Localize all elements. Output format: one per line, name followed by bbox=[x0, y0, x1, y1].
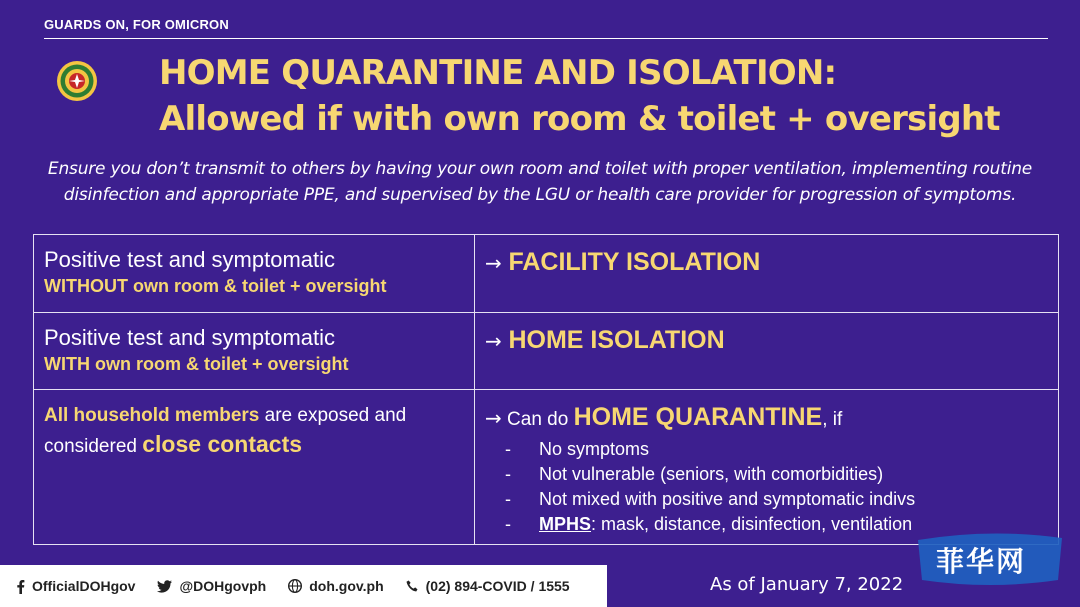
list-item: - No symptoms bbox=[505, 439, 650, 459]
table-row bbox=[34, 390, 1059, 545]
phone-icon bbox=[406, 580, 419, 593]
outcome-prefix: Can do bbox=[501, 409, 574, 430]
condition-main: Positive test and symptomatic bbox=[44, 247, 336, 272]
condition-highlight: All household members bbox=[44, 405, 260, 426]
arrow-icon: → bbox=[485, 251, 502, 275]
watermark-text: 菲华网 bbox=[936, 545, 1027, 578]
doh-seal-icon bbox=[56, 60, 98, 102]
arrow-icon: → bbox=[485, 406, 502, 430]
outcome-label: HOME QUARANTINE bbox=[573, 403, 823, 431]
arrow-icon: → bbox=[485, 329, 502, 353]
condition-main: Positive test and symptomatic bbox=[44, 325, 336, 350]
condition-highlight: close contacts bbox=[142, 431, 303, 457]
condition-list bbox=[485, 437, 1048, 537]
page-title bbox=[159, 50, 1000, 142]
outcome-cell bbox=[475, 313, 1059, 390]
condition-text: considered bbox=[44, 436, 143, 457]
twitter-handle: @DOHgovph bbox=[179, 578, 267, 594]
intro-line-2: disinfection and appropriate PPE, and supervised by the LGU or health care provider for progression of symptoms. bbox=[63, 185, 1017, 205]
twitter-icon bbox=[157, 580, 172, 593]
outcome-suffix: , if bbox=[822, 409, 843, 430]
phone-link[interactable] bbox=[406, 578, 570, 594]
title-line-1: HOME QUARANTINE AND ISOLATION: bbox=[159, 53, 837, 93]
title-line-2: Allowed if with own room & toilet + oversight bbox=[159, 99, 1000, 139]
facebook-link[interactable] bbox=[16, 578, 135, 594]
website-url: doh.gov.ph bbox=[309, 578, 384, 594]
intro-text bbox=[24, 156, 1056, 208]
facebook-handle: OfficialDOHgov bbox=[32, 578, 136, 594]
intro-line-1: Ensure you don’t transmit to others by having your own room and toilet with proper ventilation, implementing routine bbox=[47, 159, 1033, 179]
list-item: - MPHS: mask, distance, disinfection, ventilation bbox=[505, 514, 913, 534]
table-row bbox=[34, 235, 1059, 313]
facebook-icon bbox=[16, 579, 25, 594]
globe-icon bbox=[288, 579, 302, 593]
phone-number: (02) 894-COVID / 1555 bbox=[425, 578, 570, 594]
mphs-label: MPHS bbox=[539, 514, 592, 534]
condition-text: are exposed and bbox=[259, 405, 407, 426]
condition-cell bbox=[34, 235, 475, 313]
website-link[interactable] bbox=[288, 578, 383, 594]
as-of-date: As of January 7, 2022 bbox=[710, 574, 904, 595]
table-row bbox=[34, 313, 1059, 390]
outcome-label: HOME ISOLATION bbox=[508, 326, 725, 354]
condition-cell bbox=[34, 313, 475, 390]
condition-sub: WITHOUT own room & toilet + oversight bbox=[44, 276, 387, 296]
list-item: - Not vulnerable (seniors, with comorbidities) bbox=[505, 464, 884, 484]
guidance-table bbox=[33, 234, 1059, 545]
outcome-cell bbox=[475, 235, 1059, 313]
list-item: - Not mixed with positive and symptomatic indivs bbox=[505, 489, 916, 509]
header-tagline: GUARDS ON, FOR OMICRON bbox=[44, 17, 1048, 39]
condition-sub: WITH own room & toilet + oversight bbox=[44, 354, 349, 374]
outcome-label: FACILITY ISOLATION bbox=[508, 248, 761, 276]
outcome-cell bbox=[475, 390, 1059, 545]
condition-cell bbox=[34, 390, 475, 545]
twitter-link[interactable] bbox=[157, 578, 266, 594]
contact-footer bbox=[0, 565, 607, 607]
